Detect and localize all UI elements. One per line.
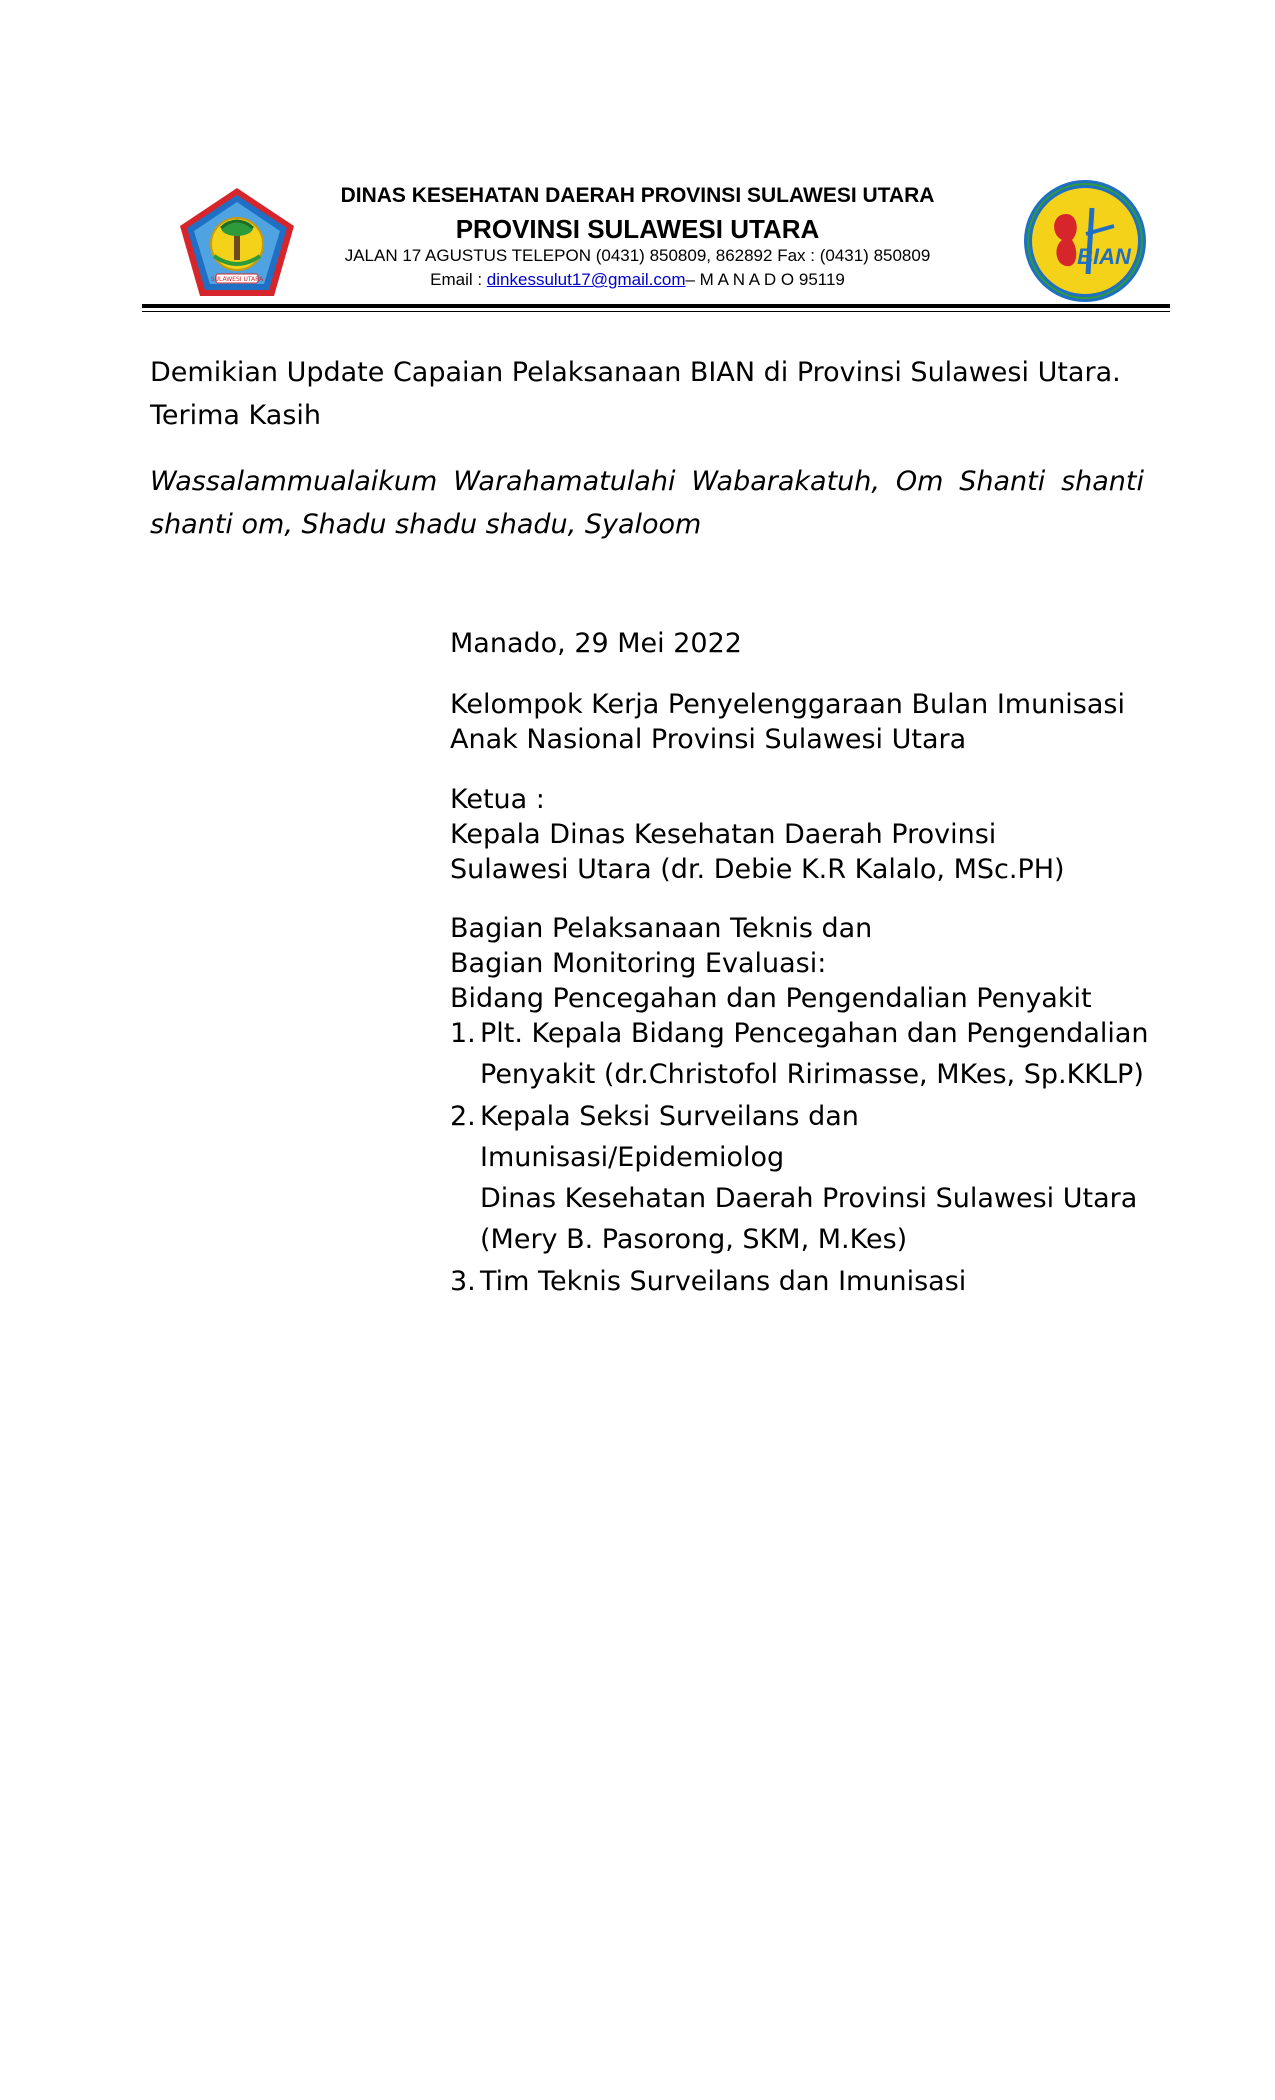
list-item bbox=[450, 1096, 1170, 1260]
list-item-number: 1. bbox=[450, 1018, 476, 1049]
list-item bbox=[450, 1013, 1170, 1095]
letterhead-agency-name: DINAS KESEHATAN DAERAH PROVINSI SULAWESI UTARA bbox=[340, 184, 935, 207]
working-group-line-1: Kelompok Kerja Penyelenggaraan Bulan Imunisasi bbox=[450, 689, 1125, 720]
working-group-line-2: Anak Nasional Provinsi Sulawesi Utara bbox=[450, 724, 967, 755]
list-item-line: Penyakit (dr.Christofol Ririmasse, MKes, Sp.KKLP) bbox=[480, 1059, 1144, 1090]
bian-logo bbox=[1022, 178, 1148, 304]
bagian-line-1: Bagian Pelaksanaan Teknis dan bbox=[450, 913, 873, 944]
list-item-number: 3. bbox=[450, 1266, 476, 1297]
closing-statement: Demikian Update Capaian Pelaksanaan BIAN di Provinsi Sulawesi Utara. bbox=[150, 357, 1121, 388]
list-item-line: (Mery B. Pasorong, SKM, M.Kes) bbox=[480, 1224, 908, 1255]
letterhead-contact bbox=[300, 270, 975, 290]
list-item bbox=[450, 1261, 1170, 1302]
city-postal: – M A N A D O 95119 bbox=[685, 270, 845, 289]
religious-greeting: Wassalammualaikum Warahamatulahi Wabarakatuh, Om Shanti shanti shanti om, Shadu shadu shadu, Syaloom bbox=[150, 466, 1144, 540]
list-item-line: Kepala Seksi Surveilans dan Imunisasi/Epidemiolog bbox=[480, 1101, 859, 1173]
letterhead-divider-thick bbox=[142, 304, 1170, 308]
email-label: Email : bbox=[430, 270, 487, 289]
team-member-list bbox=[450, 1013, 1170, 1303]
place-date: Manado, 29 Mei 2022 bbox=[450, 628, 742, 659]
ketua-line-2: Sulawesi Utara (dr. Debie K.R Kalalo, MSc.PH) bbox=[450, 854, 1065, 885]
thank-you: Terima Kasih bbox=[150, 400, 322, 431]
email-link[interactable]: dinkessulut17@gmail.com bbox=[486, 270, 686, 289]
ketua-label: Ketua : bbox=[450, 784, 545, 815]
list-item-line: Tim Teknis Surveilans dan Imunisasi bbox=[480, 1266, 967, 1297]
letterhead-divider-thin bbox=[142, 311, 1170, 312]
letterhead-address: JALAN 17 AGUSTUS TELEPON (0431) 850809, 862892 Fax : (0431) 850809 bbox=[344, 246, 931, 265]
province-emblem-logo bbox=[178, 186, 296, 298]
list-item-line: Plt. Kepala Bidang Pencegahan dan Pengendalian bbox=[480, 1018, 1149, 1049]
bagian-line-2: Bagian Monitoring Evaluasi: bbox=[450, 948, 827, 979]
ketua-line-1: Kepala Dinas Kesehatan Daerah Provinsi bbox=[450, 819, 997, 850]
emblem-banner-text: SULAWESI UTARA bbox=[210, 276, 264, 283]
letterhead-province-name: PROVINSI SULAWESI UTARA bbox=[455, 214, 820, 244]
bian-logo-text: BIAN bbox=[1077, 244, 1131, 269]
list-item-line: Dinas Kesehatan Daerah Provinsi Sulawesi Utara bbox=[480, 1183, 1138, 1214]
bagian-line-3: Bidang Pencegahan dan Pengendalian Penyakit bbox=[450, 983, 1092, 1014]
list-item-number: 2. bbox=[450, 1101, 476, 1132]
